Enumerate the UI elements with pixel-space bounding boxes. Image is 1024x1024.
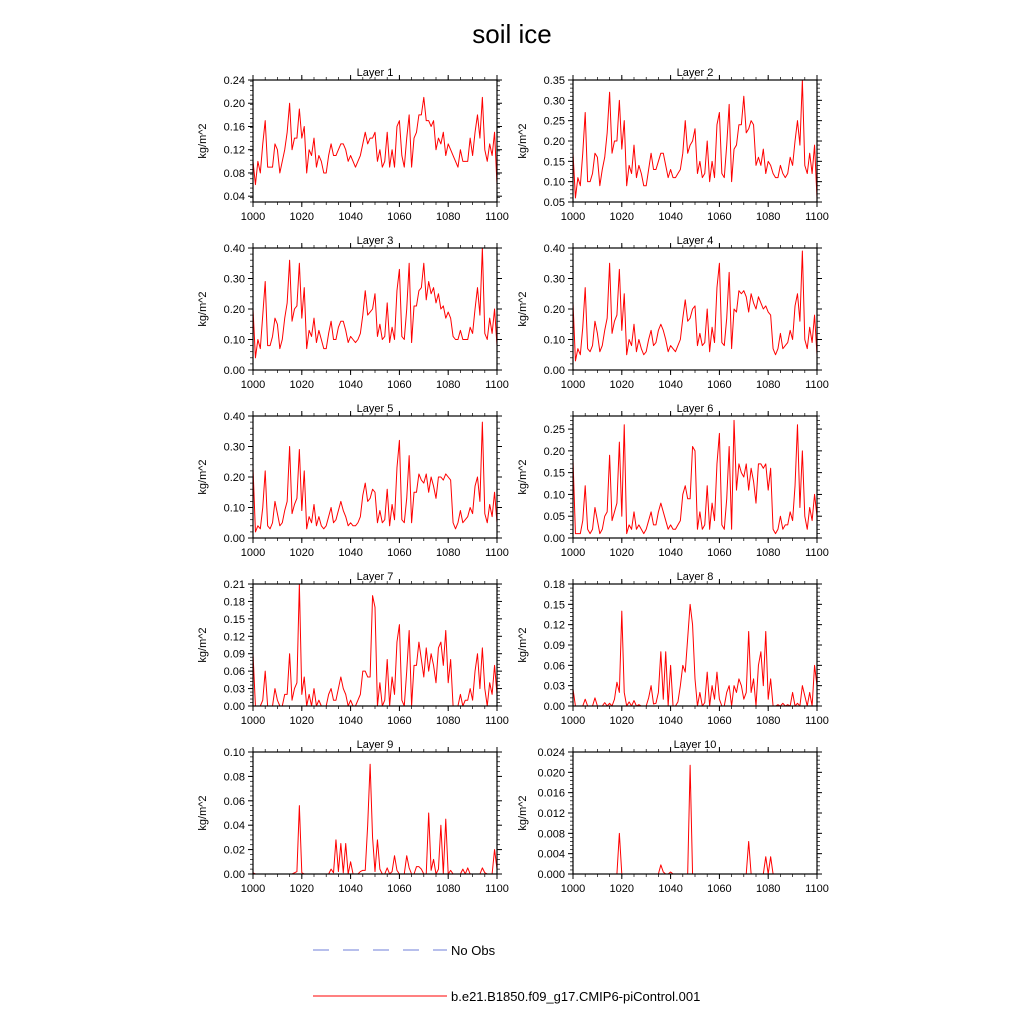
x-tick-label: 1000 [240, 211, 266, 223]
y-tick-label: 0.00 [543, 365, 565, 377]
y-tick-label: 0.25 [543, 115, 565, 128]
x-tick-label: 1020 [289, 715, 315, 727]
panel-title: Layer 10 [673, 739, 717, 751]
y-tick-label: 0.40 [223, 243, 245, 255]
x-tick-label: 1000 [240, 379, 266, 391]
panels [197, 67, 829, 895]
x-tick-label: 1040 [338, 379, 363, 391]
x-tick-label: 1080 [755, 379, 781, 391]
series-line-layer-10 [573, 765, 817, 874]
plot-frame [253, 584, 497, 706]
y-tick-label: 0.000 [537, 869, 565, 881]
x-tick-label: 1040 [338, 715, 363, 727]
y-tick-label: 0.10 [223, 502, 245, 515]
panel-layer-2 [517, 67, 829, 223]
y-tick-label: 0.20 [543, 445, 565, 458]
y-tick-label: 0.00 [223, 365, 245, 377]
x-tick-label: 1060 [387, 379, 412, 391]
panel-layer-8 [517, 571, 829, 727]
x-tick-label: 1040 [658, 379, 683, 391]
y-tick-label: 0.12 [543, 619, 565, 632]
plot-frame [253, 416, 497, 538]
panel-layer-9 [197, 739, 509, 895]
series-line-layer-2 [573, 80, 817, 198]
x-tick-label: 1040 [338, 211, 363, 223]
x-tick-label: 1080 [435, 379, 461, 391]
y-tick-label: 0.04 [223, 820, 245, 833]
x-tick-label: 1040 [658, 883, 683, 895]
x-tick-label: 1060 [387, 883, 412, 895]
x-tick-label: 1080 [435, 211, 461, 223]
plot-frame [573, 752, 817, 874]
y-tick-label: 0.08 [223, 771, 245, 784]
panel-title: Layer 2 [676, 67, 714, 79]
x-tick-label: 1040 [658, 211, 683, 223]
x-tick-label: 1020 [289, 211, 315, 223]
x-tick-label: 1000 [560, 715, 586, 727]
y-tick-label: 0.008 [537, 828, 565, 841]
panel-title: Layer 1 [356, 67, 394, 79]
y-tick-label: 0.04 [223, 191, 245, 204]
x-tick-label: 1100 [805, 883, 829, 895]
series-line-layer-4 [573, 251, 817, 361]
y-axis-label: kg/m^2 [517, 459, 529, 495]
panel-title: Layer 3 [356, 235, 394, 247]
series-line-layer-8 [573, 604, 817, 706]
y-tick-label: 0.16 [223, 121, 245, 134]
y-tick-label: 0.30 [223, 441, 245, 454]
x-tick-label: 1100 [805, 547, 829, 559]
plot-frame [573, 416, 817, 538]
x-tick-label: 1060 [707, 547, 732, 559]
x-tick-label: 1020 [609, 715, 635, 727]
y-axis-label: kg/m^2 [197, 291, 209, 327]
x-tick-label: 1040 [658, 547, 683, 559]
legend [313, 943, 700, 1004]
y-tick-label: 0.05 [543, 197, 565, 209]
x-tick-label: 1000 [560, 883, 586, 895]
panel-title: Layer 8 [676, 571, 714, 583]
y-tick-label: 0.40 [223, 411, 245, 423]
x-tick-label: 1020 [609, 547, 635, 559]
y-tick-label: 0.016 [537, 787, 565, 800]
x-tick-label: 1080 [435, 715, 461, 727]
y-tick-label: 0.25 [543, 424, 565, 437]
series-line-layer-5 [253, 422, 497, 532]
y-tick-label: 0.08 [223, 167, 245, 180]
x-tick-label: 1080 [755, 211, 781, 223]
plot-frame [573, 584, 817, 706]
y-tick-label: 0.020 [537, 767, 565, 780]
series-line-layer-3 [253, 248, 497, 358]
y-tick-label: 0.06 [223, 795, 245, 808]
x-tick-label: 1000 [240, 547, 266, 559]
series-line-layer-9 [253, 764, 497, 874]
y-tick-label: 0.10 [543, 176, 565, 189]
panel-title: Layer 5 [356, 403, 394, 415]
x-tick-label: 1080 [755, 883, 781, 895]
y-tick-label: 0.024 [537, 747, 565, 759]
series-line-layer-7 [253, 584, 497, 706]
x-tick-label: 1020 [609, 883, 635, 895]
y-tick-label: 0.24 [223, 75, 245, 87]
y-tick-label: 0.15 [223, 613, 245, 626]
x-tick-label: 1100 [485, 715, 509, 727]
y-tick-label: 0.20 [543, 136, 565, 148]
panel-layer-7 [197, 571, 509, 727]
y-tick-label: 0.20 [223, 472, 245, 484]
y-tick-label: 0.10 [543, 334, 565, 347]
x-tick-label: 1100 [485, 379, 509, 391]
y-axis-label: kg/m^2 [517, 795, 529, 831]
x-tick-label: 1060 [707, 883, 732, 895]
panel-title: Layer 4 [676, 235, 714, 247]
x-tick-label: 1040 [658, 715, 683, 727]
y-tick-label: 0.30 [543, 95, 565, 108]
y-tick-label: 0.00 [543, 533, 565, 545]
y-axis-label: kg/m^2 [197, 123, 209, 159]
x-tick-label: 1060 [707, 211, 732, 223]
y-tick-label: 0.00 [223, 701, 245, 713]
y-tick-label: 0.40 [543, 243, 565, 255]
x-tick-label: 1080 [755, 547, 781, 559]
y-axis-label: kg/m^2 [517, 291, 529, 327]
y-tick-label: 0.15 [543, 156, 565, 169]
y-tick-label: 0.00 [543, 701, 565, 713]
y-tick-label: 0.03 [223, 683, 245, 696]
x-tick-label: 1100 [485, 211, 509, 223]
x-tick-label: 1000 [560, 379, 586, 391]
panel-layer-4 [517, 235, 829, 391]
x-tick-label: 1040 [338, 547, 363, 559]
y-tick-label: 0.12 [223, 144, 245, 157]
y-tick-label: 0.00 [223, 869, 245, 881]
series-line-layer-6 [573, 420, 817, 533]
x-tick-label: 1020 [289, 883, 315, 895]
y-axis-label: kg/m^2 [197, 627, 209, 663]
x-tick-label: 1060 [387, 547, 412, 559]
x-tick-label: 1040 [338, 883, 363, 895]
y-tick-label: 0.10 [223, 334, 245, 347]
y-tick-label: 0.18 [223, 596, 245, 609]
y-tick-label: 0.30 [543, 273, 565, 286]
figure-title: soil ice [472, 19, 552, 49]
y-axis-label: kg/m^2 [197, 795, 209, 831]
panel-title: Layer 6 [676, 403, 714, 415]
x-tick-label: 1100 [805, 715, 829, 727]
x-tick-label: 1000 [240, 883, 266, 895]
y-tick-label: 0.06 [543, 660, 565, 673]
x-tick-label: 1020 [609, 379, 635, 391]
x-tick-label: 1080 [755, 715, 781, 727]
panel-title: Layer 7 [356, 571, 394, 583]
legend-model-label: b.e21.B1850.f09_g17.CMIP6-piControl.001 [451, 989, 701, 1004]
y-tick-label: 0.20 [543, 304, 565, 316]
y-axis-label: kg/m^2 [197, 459, 209, 495]
y-tick-label: 0.004 [537, 848, 565, 861]
plot-frame [253, 80, 497, 202]
x-tick-label: 1080 [435, 547, 461, 559]
panel-layer-5 [197, 403, 509, 559]
y-tick-label: 0.02 [223, 844, 245, 857]
panel-layer-3 [197, 235, 509, 391]
legend-no-obs-label: No Obs [451, 943, 496, 958]
y-tick-label: 0.21 [223, 579, 245, 591]
x-tick-label: 1060 [707, 715, 732, 727]
y-tick-label: 0.10 [543, 489, 565, 502]
x-tick-label: 1000 [240, 715, 266, 727]
x-tick-label: 1060 [707, 379, 732, 391]
series-line-layer-1 [253, 97, 497, 184]
x-tick-label: 1080 [435, 883, 461, 895]
y-tick-label: 0.06 [223, 666, 245, 679]
panel-title: Layer 9 [356, 739, 394, 751]
y-axis-label: kg/m^2 [517, 627, 529, 663]
y-tick-label: 0.09 [223, 648, 245, 661]
y-tick-label: 0.15 [543, 599, 565, 612]
y-tick-label: 0.30 [223, 273, 245, 286]
panel-layer-6 [517, 403, 829, 559]
y-tick-label: 0.35 [543, 75, 565, 87]
x-tick-label: 1100 [485, 883, 509, 895]
plot-frame [253, 752, 497, 874]
x-tick-label: 1020 [289, 379, 315, 391]
panel-layer-1 [197, 67, 509, 223]
y-tick-label: 0.15 [543, 467, 565, 480]
y-tick-label: 0.012 [537, 808, 565, 820]
x-tick-label: 1100 [485, 547, 509, 559]
y-axis-label: kg/m^2 [517, 123, 529, 159]
y-tick-label: 0.20 [223, 98, 245, 111]
x-tick-label: 1020 [289, 547, 315, 559]
y-tick-label: 0.18 [543, 579, 565, 591]
y-tick-label: 0.10 [223, 747, 245, 759]
x-tick-label: 1020 [609, 211, 635, 223]
y-tick-label: 0.20 [223, 304, 245, 316]
x-tick-label: 1100 [805, 379, 829, 391]
y-tick-label: 0.09 [543, 640, 565, 652]
y-tick-label: 0.05 [543, 511, 565, 524]
x-tick-label: 1000 [560, 211, 586, 223]
x-tick-label: 1100 [805, 211, 829, 223]
y-tick-label: 0.03 [543, 680, 565, 693]
y-tick-label: 0.00 [223, 533, 245, 545]
x-tick-label: 1000 [560, 547, 586, 559]
x-tick-label: 1060 [387, 715, 412, 727]
panel-layer-10 [517, 739, 829, 895]
y-tick-label: 0.12 [223, 631, 245, 644]
x-tick-label: 1060 [387, 211, 412, 223]
